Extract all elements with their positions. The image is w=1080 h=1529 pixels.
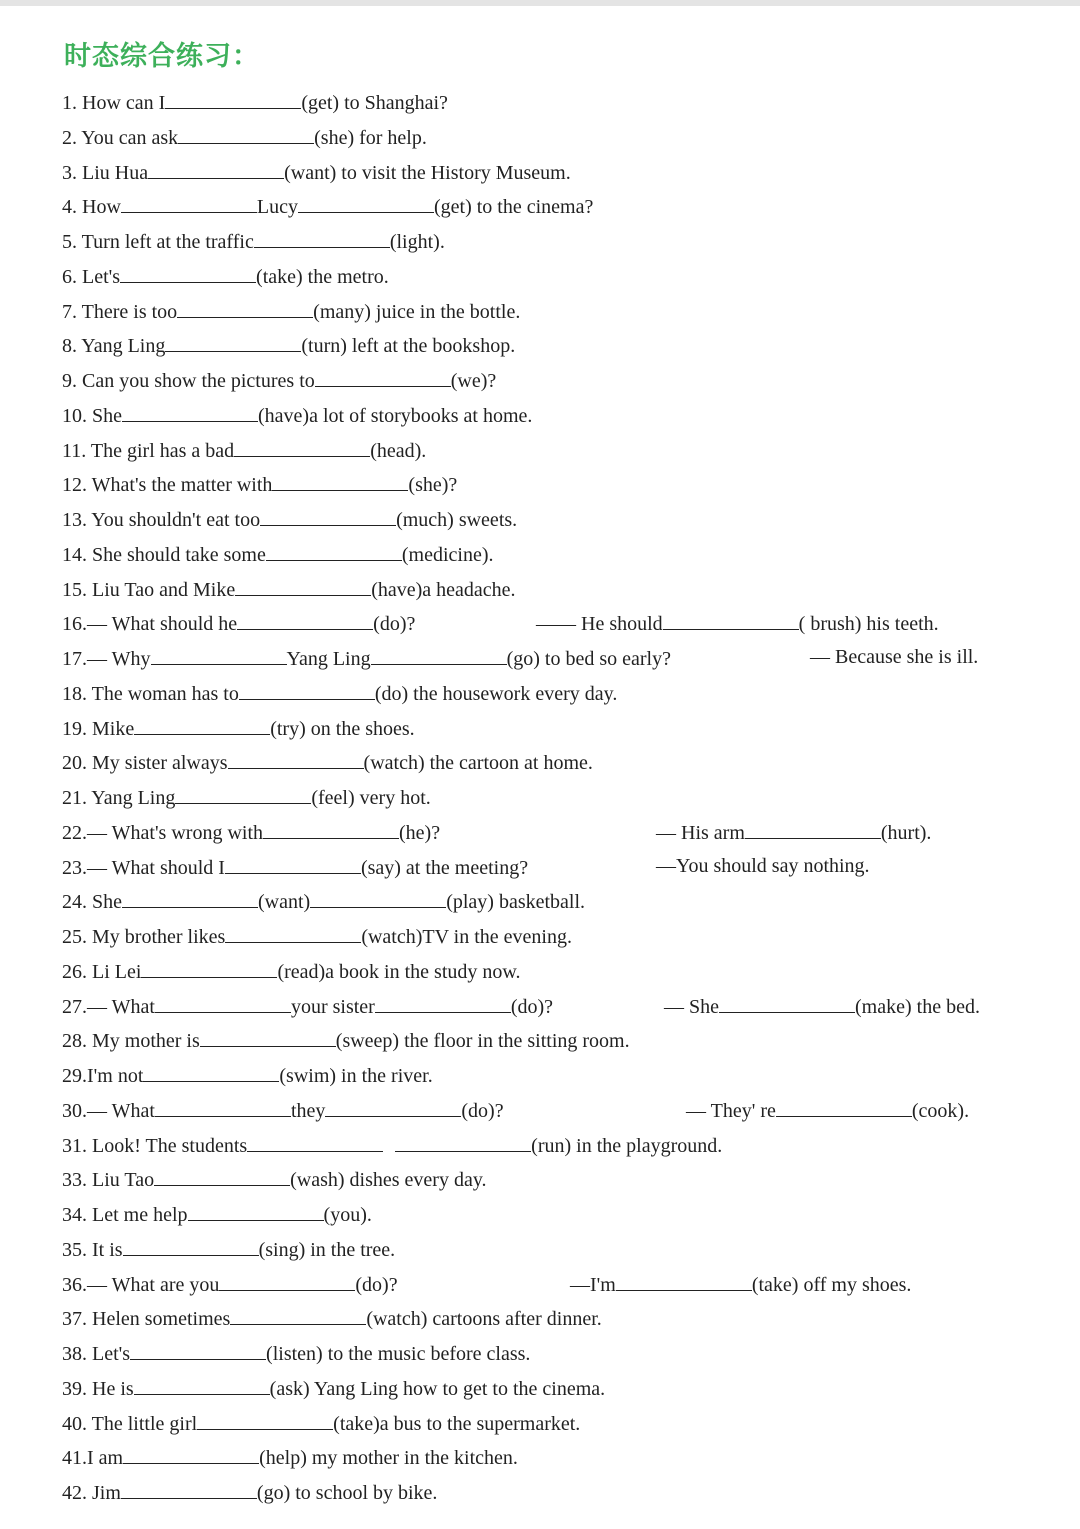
question-text (62, 1127, 722, 1163)
answer-blank[interactable] (197, 1405, 333, 1430)
question-row (0, 536, 1080, 570)
text-fragment: 12. What's the matter with (62, 474, 273, 497)
text-fragment: (light). (389, 231, 445, 253)
text-fragment: 42. Jim (62, 1482, 121, 1504)
text-fragment: 37. Helen sometimes (62, 1308, 231, 1331)
question-row (0, 640, 1080, 674)
question-row (0, 1231, 1080, 1265)
answer-blank[interactable] (298, 188, 434, 213)
text-fragment: 34. Let me help (62, 1204, 188, 1226)
text-fragment: (take)a bus to the supermarket. (333, 1412, 581, 1435)
text-fragment: (run) in the playground. (531, 1134, 723, 1157)
question-row (0, 675, 1080, 709)
answer-text (570, 1266, 911, 1302)
text-fragment: (swim) in the river. (279, 1065, 433, 1087)
question-text (62, 1439, 518, 1475)
text-fragment: (watch)TV in the evening. (361, 926, 572, 948)
answer-text (656, 849, 870, 883)
answer-text (664, 988, 980, 1024)
answer-blank[interactable] (123, 1439, 259, 1464)
text-fragment: (cook). (911, 1099, 970, 1122)
question-text (62, 605, 415, 641)
text-fragment: 5. Turn left at the traffic (62, 231, 254, 253)
question-row (0, 571, 1080, 605)
question-text (62, 1092, 504, 1128)
text-fragment: 14. She should take some (62, 543, 266, 566)
question-text (62, 84, 448, 120)
answer-blank[interactable] (141, 953, 277, 978)
text-fragment: (try) on the shoes. (270, 717, 415, 740)
text-fragment: 39. He is (62, 1377, 134, 1400)
question-text (62, 466, 457, 502)
question-row (0, 1439, 1080, 1473)
question-text (62, 640, 671, 676)
text-fragment: 19. Mike (62, 717, 135, 740)
text-fragment: 4. How (62, 196, 121, 219)
question-row (0, 953, 1080, 987)
answer-blank[interactable] (134, 710, 270, 735)
text-fragment: 8. Yang Ling (62, 335, 166, 358)
question-text (62, 1196, 372, 1232)
answer-blank[interactable] (175, 779, 311, 804)
question-row (0, 1266, 1080, 1300)
text-fragment: 11. The girl has a bad (62, 439, 235, 462)
question-row (0, 849, 1080, 883)
text-fragment: 2. You can ask (62, 126, 179, 149)
text-fragment: 17.— Why (62, 648, 151, 670)
answer-blank[interactable] (247, 1127, 383, 1152)
text-fragment: they (290, 1099, 326, 1122)
text-fragment: 22.— What's wrong with (62, 821, 263, 844)
question-row (0, 432, 1080, 466)
text-fragment: (watch) cartoons after dinner. (366, 1308, 602, 1331)
answer-blank[interactable] (310, 883, 446, 908)
answer-blank[interactable] (122, 397, 258, 422)
text-fragment: (wash) dishes every day. (290, 1169, 487, 1192)
text-fragment: 31. Look! The students (62, 1134, 248, 1157)
question-text (62, 849, 528, 885)
question-text (62, 814, 440, 850)
answer-blank[interactable] (266, 536, 402, 561)
question-row (0, 119, 1080, 153)
answer-blank[interactable] (315, 362, 451, 387)
text-fragment: 25. My brother likes (62, 926, 226, 948)
question-row (0, 1335, 1080, 1369)
text-fragment: your sister (290, 995, 375, 1018)
text-fragment: (hurt). (880, 821, 932, 844)
question-row (0, 883, 1080, 917)
answer-blank[interactable] (143, 1057, 279, 1082)
question-text (62, 1266, 398, 1302)
answer-text (810, 640, 978, 674)
answer-blank[interactable] (371, 640, 507, 665)
answer-blank[interactable] (155, 988, 291, 1013)
text-fragment: (go) to school by bike. (256, 1482, 438, 1504)
text-fragment: (want) (258, 891, 311, 914)
text-fragment: (play) basketball. (446, 891, 586, 914)
text-fragment: (get) to Shanghai? (301, 92, 448, 114)
answer-blank[interactable] (134, 1370, 270, 1395)
question-text (62, 1161, 487, 1197)
text-fragment: (do)? (461, 1099, 504, 1122)
question-row (0, 1057, 1080, 1091)
text-fragment: (turn) left at the bookshop. (301, 335, 516, 358)
question-text (62, 953, 521, 989)
text-fragment: 24. She (62, 891, 122, 914)
question-row (0, 1370, 1080, 1404)
question-text (62, 1300, 602, 1336)
answer-blank[interactable] (272, 466, 408, 491)
answer-blank[interactable] (263, 814, 399, 839)
text-fragment: (he)? (399, 821, 441, 844)
text-fragment: 1. How can I (62, 92, 166, 114)
answer-blank[interactable] (254, 223, 390, 248)
text-fragment: —You should say nothing. (656, 854, 870, 877)
answer-blank[interactable] (122, 883, 258, 908)
question-text (62, 1231, 395, 1267)
page-title: 时态综合练习： (64, 41, 260, 72)
question-row (0, 397, 1080, 431)
text-fragment: 3. Liu Hua (62, 161, 149, 184)
text-fragment: (watch) the cartoon at home. (363, 752, 593, 775)
answer-blank[interactable] (148, 154, 284, 179)
text-fragment: Yang Ling (286, 648, 371, 670)
question-text (62, 988, 553, 1024)
question-text (62, 258, 389, 294)
answer-blank[interactable] (325, 1092, 461, 1117)
text-fragment: — Because she is ill. (810, 646, 979, 668)
question-row (0, 918, 1080, 952)
answer-blank[interactable] (151, 640, 287, 665)
answer-blank[interactable] (745, 814, 881, 839)
answer-blank[interactable] (177, 293, 313, 318)
question-row (0, 744, 1080, 778)
text-fragment: 41.I am (62, 1447, 124, 1470)
text-fragment: (you). (323, 1204, 372, 1226)
question-text (62, 1057, 433, 1093)
question-row (0, 1405, 1080, 1439)
text-fragment: —I'm (570, 1273, 616, 1296)
text-fragment: 23.— What should I (62, 856, 225, 879)
question-row (0, 1022, 1080, 1056)
answer-blank[interactable] (239, 675, 375, 700)
question-row (0, 223, 1080, 257)
text-fragment: (go) to bed so early? (506, 648, 671, 670)
answer-blank[interactable] (155, 1092, 291, 1117)
text-fragment: — His arm (656, 821, 745, 844)
text-fragment: 15. Liu Tao and Mike (62, 578, 236, 601)
text-fragment: 29.I'm not (62, 1065, 144, 1087)
answer-blank[interactable] (663, 605, 799, 630)
text-fragment: (feel) very hot. (311, 787, 431, 809)
text-fragment: (get) to the cinema? (433, 196, 594, 219)
question-row (0, 814, 1080, 848)
question-text (62, 1022, 630, 1058)
question-text (62, 779, 431, 815)
text-fragment: 18. The woman has to (62, 682, 239, 705)
question-text (62, 883, 585, 919)
text-fragment: 27.— What (62, 995, 155, 1018)
answer-text (536, 605, 939, 641)
question-text (62, 744, 593, 780)
answer-blank[interactable] (260, 501, 396, 526)
text-fragment: (help) my mother in the kitchen. (259, 1447, 518, 1470)
question-row (0, 1092, 1080, 1126)
text-fragment: — She (664, 995, 719, 1018)
answer-blank[interactable] (219, 1266, 355, 1291)
text-fragment: (head). (370, 439, 427, 462)
text-fragment: (listen) to the music before class. (266, 1343, 531, 1365)
question-text (62, 362, 496, 398)
question-row (0, 1300, 1080, 1334)
question-text (62, 188, 593, 224)
text-fragment: ( brush) his teeth. (798, 613, 939, 636)
question-text (62, 1474, 437, 1510)
question-text (62, 501, 517, 537)
top-border (0, 0, 1080, 6)
text-fragment: 13. You shouldn't eat too (62, 509, 261, 531)
text-fragment: (read)a book in the study now. (277, 960, 521, 983)
question-row (0, 605, 1080, 639)
text-fragment: (do)? (510, 995, 554, 1018)
text-fragment: (say) at the meeting? (360, 856, 529, 879)
question-text (62, 675, 617, 711)
question-row (0, 154, 1080, 188)
answer-blank[interactable] (235, 571, 371, 596)
question-row (0, 501, 1080, 535)
answer-blank[interactable] (188, 1196, 324, 1221)
answer-blank[interactable] (375, 988, 511, 1013)
text-fragment: 20. My sister always (62, 752, 228, 775)
answer-blank[interactable] (130, 1335, 266, 1360)
question-text (62, 710, 415, 746)
text-fragment: 26. Li Lei (62, 960, 142, 983)
question-text (62, 1335, 530, 1371)
answer-blank[interactable] (616, 1266, 752, 1291)
question-row (0, 1474, 1080, 1508)
text-fragment: (take) off my shoes. (751, 1273, 912, 1296)
text-fragment: (sweep) the floor in the sitting room. (335, 1030, 630, 1053)
answer-blank[interactable] (776, 1092, 912, 1117)
question-row (0, 327, 1080, 361)
answer-blank[interactable] (719, 988, 855, 1013)
answer-blank[interactable] (120, 258, 256, 283)
answer-blank[interactable] (228, 744, 364, 769)
answer-blank[interactable] (165, 84, 301, 109)
question-row (0, 1127, 1080, 1161)
text-fragment: 30.— What (62, 1099, 155, 1122)
text-fragment: (many) juice in the bottle. (313, 300, 521, 323)
question-row (0, 84, 1080, 118)
question-text (62, 1405, 580, 1441)
question-row (0, 362, 1080, 396)
text-fragment: (much) sweets. (396, 509, 518, 531)
question-row (0, 988, 1080, 1022)
question-text (62, 154, 571, 190)
question-text (62, 327, 515, 363)
text-fragment: 40. The little girl (62, 1412, 198, 1435)
answer-blank[interactable] (121, 1474, 257, 1499)
text-fragment: (we)? (450, 370, 497, 392)
text-fragment: 35. It is (62, 1238, 123, 1261)
question-row (0, 779, 1080, 813)
text-fragment: 28. My mother is (62, 1030, 200, 1053)
question-text (62, 536, 494, 572)
text-fragment: (do)? (355, 1273, 398, 1296)
text-fragment: (do) the housework every day. (374, 682, 618, 705)
question-text (62, 119, 427, 155)
question-row (0, 466, 1080, 500)
text-fragment: (she)? (408, 474, 458, 497)
text-fragment: (take) the metro. (256, 265, 389, 288)
answer-blank[interactable] (123, 1231, 259, 1256)
question-row (0, 258, 1080, 292)
text-fragment: 36.— What are you (62, 1273, 220, 1296)
question-row (0, 188, 1080, 222)
text-fragment: (have)a headache. (371, 578, 516, 601)
question-text (62, 432, 426, 468)
answer-blank[interactable] (178, 119, 314, 144)
answer-blank[interactable] (230, 1300, 366, 1325)
text-fragment: 33. Liu Tao (62, 1169, 155, 1192)
text-fragment: 38. Let's (62, 1343, 131, 1365)
answer-blank[interactable] (165, 327, 301, 352)
answer-blank[interactable] (225, 918, 361, 943)
answer-text (686, 1092, 969, 1128)
answer-blank[interactable] (234, 432, 370, 457)
answer-blank[interactable] (225, 849, 361, 874)
question-text (62, 918, 572, 954)
answer-blank[interactable] (154, 1161, 290, 1186)
text-fragment: 7. There is too (62, 300, 178, 323)
text-fragment: — They' re (686, 1099, 776, 1122)
answer-blank[interactable] (121, 188, 257, 213)
text-fragment: (medicine). (401, 543, 494, 566)
text-fragment: (ask) Yang Ling how to get to the cinema. (269, 1377, 606, 1400)
text-fragment: —— He should (536, 613, 663, 636)
answer-text (656, 814, 931, 850)
text-fragment: 21. Yang Ling (62, 787, 176, 809)
question-row (0, 1196, 1080, 1230)
question-text (62, 223, 445, 259)
question-row (0, 1161, 1080, 1195)
question-row (0, 293, 1080, 327)
question-row (0, 710, 1080, 744)
text-fragment: 9. Can you show the pictures to (62, 370, 315, 392)
text-fragment: Lucy (256, 196, 298, 219)
answer-blank[interactable] (395, 1127, 531, 1152)
text-fragment: (make) the bed. (855, 995, 980, 1018)
text-fragment: 10. She (62, 404, 122, 427)
question-text (62, 397, 532, 433)
question-text (62, 293, 520, 329)
text-fragment: (have)a lot of storybooks at home. (258, 404, 533, 427)
question-text (62, 571, 516, 607)
answer-blank[interactable] (200, 1022, 336, 1047)
question-text (62, 1370, 605, 1406)
text-fragment: 6. Let's (62, 265, 121, 288)
answer-blank[interactable] (237, 605, 373, 630)
text-fragment: (do)? (373, 613, 416, 636)
text-fragment: 16.— What should he (62, 613, 238, 636)
text-fragment: (sing) in the tree. (258, 1238, 396, 1261)
text-fragment: (she) for help. (314, 126, 427, 149)
text-fragment: (want) to visit the History Museum. (284, 161, 571, 184)
